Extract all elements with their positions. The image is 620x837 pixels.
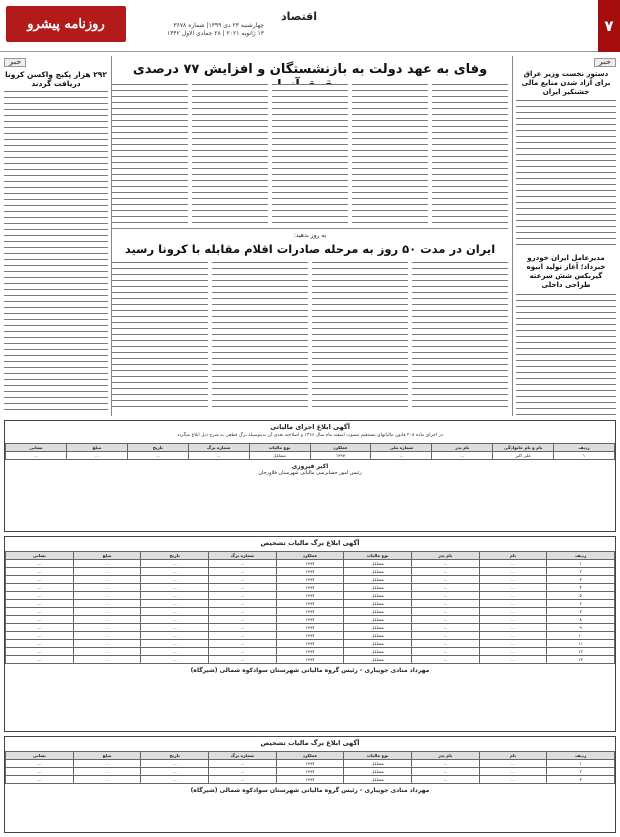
left-kicker: خبر [4,58,26,67]
table-cell: ... [479,584,547,592]
table-cell: ... [209,768,277,776]
table-cell: ... [412,616,480,624]
table-header-cell: تاریخ [141,752,209,760]
table-cell: ... [73,624,141,632]
tax-notice-1 [4,420,616,532]
table-cell: ۱۳۹۷ [276,640,344,648]
table-cell: ... [479,600,547,608]
table-row [6,768,615,776]
page-header [0,0,620,52]
table-row [6,576,615,584]
table-cell: ... [141,648,209,656]
notice-1-title: آگهی ابلاغ اجرای مالیاتی [270,423,350,431]
table-cell: ۳ [547,776,615,784]
table-cell: ... [73,648,141,656]
table-row [6,616,615,624]
second-body-col [412,262,508,412]
main-body-col [112,84,188,224]
left-column [4,58,108,413]
table-cell: ... [73,568,141,576]
table-cell: ... [412,640,480,648]
table-cell: ... [6,616,74,624]
table-cell: مشاغل [344,608,412,616]
table-cell: مشاغل [344,616,412,624]
table-row [6,584,615,592]
table-cell: ... [209,624,277,632]
table-cell: ... [6,776,74,784]
table-header-cell: نوع مالیات [344,752,412,760]
table-cell: ... [412,776,480,784]
table-cell: ... [6,640,74,648]
table-cell: ۱۲ [547,648,615,656]
table-cell: ... [209,616,277,624]
table-cell: ۱۱ [547,640,615,648]
table-cell: ۱۳۹۷ [276,560,344,568]
table-cell: ... [479,648,547,656]
second-body [112,262,508,412]
table-cell: ... [6,592,74,600]
notice-2-table [5,551,615,664]
column-rule [512,56,513,416]
table-row [6,776,615,784]
table-header-cell: ردیف [547,752,615,760]
table-cell: ... [66,451,127,459]
main-body-col [192,84,268,224]
table-cell: ... [141,640,209,648]
table-cell: ... [209,776,277,784]
table-cell: ... [412,608,480,616]
table-row [6,568,615,576]
notice-3-table [5,751,615,784]
table-cell: ... [209,576,277,584]
table-cell: ۱۳۹۷ [310,451,371,459]
table-header-cell: عملکرد [276,752,344,760]
table-cell: ۱۳۹۷ [276,624,344,632]
table-cell: ۲ [547,568,615,576]
right-headline: دستور نخست وزیر عراق برای آزاد شدن منابع مالی جشنکیر ایران [521,70,611,96]
right-body-1 [516,100,616,250]
table-cell: مشاغل [344,584,412,592]
table-header-cell: عملکرد [310,443,371,451]
table-row [6,592,615,600]
table-header-cell: شماره برگ [209,552,277,560]
table-header-cell: عملکرد [276,552,344,560]
table-cell: ۲ [547,768,615,776]
notice-1-subtitle: در اجرای ماده ۲۰۸ قانون مالیاتهای مستقیم مصوب اسفند ماه سال ۱۳۶۶ و اصلاحیه بعدی آن بدینوسیله برگ قطعی به شرح ذیل ابلاغ میگردد [177,433,443,438]
table-row [6,451,615,459]
table-cell: مشاغل [344,776,412,784]
table-cell: ... [73,592,141,600]
table-cell: ... [479,640,547,648]
second-body-col [212,262,308,412]
table-cell: ... [412,576,480,584]
table-cell: ۱۳۹۷ [276,648,344,656]
section-title: اقتصاد [280,10,318,23]
table-cell: ... [209,648,277,656]
table-header-cell: نام پدر [412,552,480,560]
table-cell: ... [412,560,480,568]
table-cell: ... [6,451,67,459]
table-header-cell: نشانی [6,752,74,760]
table-cell: ... [73,608,141,616]
table-cell: ... [141,632,209,640]
table-header-cell: ردیف [554,443,615,451]
table-row [6,560,615,568]
story-divider [112,228,508,229]
table-cell: مشاغل [344,656,412,664]
notice-2-title: آگهی ابلاغ برگ مالیات تشخیص [260,539,360,547]
table-cell: ۱۳۹۷ [276,576,344,584]
right-headline-2: مدیرعامل ایران خودرو خبرداد؛ آغاز تولید انبوه گیربکس شش سرعته طراحی داخلی [526,254,606,289]
table-cell: ... [479,576,547,584]
date-line-2: ۱۳ ژانویه ۲۰۲۱ | ۲۸ جمادی الاول ۱۴۴۲ [166,30,264,37]
table-cell: ... [479,776,547,784]
table-cell: ... [479,560,547,568]
table-cell: ... [412,760,480,768]
table-cell: ... [141,592,209,600]
table-cell: ... [6,608,74,616]
newspaper-logo: روزنامه پیشرو [6,6,126,42]
page-number: ۷ [598,0,620,52]
table-cell: ... [412,584,480,592]
table-cell: مشاغل [344,768,412,776]
table-cell: ۱۰ [547,632,615,640]
table-cell: ... [209,560,277,568]
table-cell: ... [6,600,74,608]
table-header-cell: نام [479,552,547,560]
table-cell: ... [188,451,249,459]
table-cell: ... [141,616,209,624]
table-cell: مشاغل [249,451,310,459]
table-row [6,632,615,640]
main-body [112,84,508,224]
right-kicker: خبر [594,58,616,67]
table-cell: مشاغل [344,632,412,640]
table-cell: ... [412,648,480,656]
table-cell: ۱۳۹۷ [276,656,344,664]
table-header-cell: شماره ملی [371,443,432,451]
table-cell: ۱۳۹۷ [276,600,344,608]
table-cell: ... [479,592,547,600]
table-row [6,656,615,664]
table-header-cell: تاریخ [127,443,188,451]
table-cell: ... [479,760,547,768]
table-header-cell: مبلغ [73,552,141,560]
main-headline: وفای به عهد دولت به بازنشستگان و افزایش ۷۷ درصدی [132,62,488,77]
second-body-col [112,262,208,412]
table-cell: ... [479,624,547,632]
table-cell: ... [141,560,209,568]
table-cell: ... [209,592,277,600]
table-cell: ... [6,760,74,768]
table-cell: ... [479,608,547,616]
table-cell: ... [412,632,480,640]
table-cell: ... [209,608,277,616]
table-cell: ... [6,768,74,776]
table-row [6,648,615,656]
table-cell: ۸ [547,616,615,624]
table-cell: ... [73,616,141,624]
table-cell: ... [6,568,74,576]
table-header-cell: نام و نام خانوادگی [493,443,554,451]
table-cell: ... [209,568,277,576]
table-row [6,624,615,632]
table-header-cell: نوع مالیات [344,552,412,560]
table-cell: ... [141,584,209,592]
tax-notice-2 [4,536,616,732]
main-body-col [272,84,348,224]
table-cell: ... [73,600,141,608]
main-body-col [352,84,428,224]
table-header-cell: نشانی [6,443,67,451]
table-cell: ... [479,656,547,664]
table-cell: مشاغل [344,648,412,656]
right-column [516,58,616,418]
table-cell: ۱۳۹۷ [276,584,344,592]
table-cell: ... [6,560,74,568]
table-cell: ... [412,656,480,664]
table-cell: ۹ [547,624,615,632]
table-cell: ... [141,768,209,776]
table-cell: مشاغل [344,600,412,608]
table-cell: ... [412,624,480,632]
table-cell: ... [412,592,480,600]
table-cell: ... [73,560,141,568]
table-cell: ... [412,768,480,776]
notice-2-signature: مهرداد منادی جویباری - رئیس گروه مالیاتی شهرستان سوادکوه شمالی (شیرگاه) [190,667,430,674]
table-cell: ۱ [547,560,615,568]
table-cell: ... [209,584,277,592]
table-cell: ۷ [547,608,615,616]
notice-1-signature: اکبر فیروزی [291,462,329,470]
table-cell: ... [209,632,277,640]
table-cell: ۱۳۹۷ [276,616,344,624]
left-headline: ۲۹۲ هزار پکیج واکسن کرونا دریافت گردند [5,70,107,88]
table-cell: ... [6,648,74,656]
table-header-cell: تاریخ [141,552,209,560]
table-cell: ۱۳۹۷ [276,592,344,600]
table-header-cell: نام پدر [432,443,493,451]
table-cell: ... [73,768,141,776]
table-cell: ... [412,568,480,576]
table-cell: مشاغل [344,560,412,568]
table-row [6,600,615,608]
table-row [6,608,615,616]
table-cell: ... [209,600,277,608]
table-cell: ... [6,656,74,664]
table-cell: ۴ [547,584,615,592]
table-cell: ... [73,776,141,784]
table-cell: ... [73,760,141,768]
second-headline: ایران در مدت ۵۰ روز به مرحله صادرات اقلام مقابله با کرونا رسید [124,242,496,256]
right-body-2 [516,294,616,418]
table-cell: ۵ [547,592,615,600]
table-cell: ... [141,776,209,784]
table-cell: مشاغل [344,576,412,584]
notice-1-signature-sub: رئیس امور حسابرسی مالیاتی شهرستان فلاورجان [258,469,362,476]
table-cell: ... [73,576,141,584]
notice-1-table [5,443,615,460]
table-cell: ... [141,600,209,608]
table-cell: ۱ [547,760,615,768]
table-cell: ۱۳ [547,656,615,664]
table-header-cell: نام پدر [412,752,480,760]
table-cell: ... [73,656,141,664]
tax-notice-3 [4,736,616,833]
table-header-cell: نوع مالیات [249,443,310,451]
table-cell: ... [479,632,547,640]
second-body-col [312,262,408,412]
table-cell: ۱۳۹۷ [276,632,344,640]
table-cell: ... [141,608,209,616]
table-cell: ... [412,600,480,608]
date-line-1: چهارشنبه ۲۳ دی ۱۳۹۹| شماره ۳۶۷۸ [173,22,264,29]
table-cell: ... [479,568,547,576]
table-cell: ... [141,656,209,664]
table-cell: ۱ [554,451,615,459]
table-header-cell: شماره برگ [188,443,249,451]
table-cell: ۱۳۹۷ [276,776,344,784]
table-cell: ... [209,760,277,768]
table-cell: ... [6,632,74,640]
table-cell: ... [141,576,209,584]
table-cell: ۱۳۹۷ [276,768,344,776]
table-cell: ... [479,768,547,776]
table-header-cell: مبلغ [73,752,141,760]
table-cell: ... [141,760,209,768]
table-cell: ۱۳۹۷ [276,568,344,576]
table-cell: ۱۳۹۷ [276,760,344,768]
table-cell: ... [73,632,141,640]
table-cell: ... [141,568,209,576]
date-line [134,22,264,38]
table-header-cell: نام [479,752,547,760]
table-cell: ... [209,640,277,648]
column-rule [111,56,112,416]
table-cell: ... [127,451,188,459]
table-cell: ۱۳۹۷ [276,608,344,616]
table-cell: ... [432,451,493,459]
table-cell: ۳ [547,576,615,584]
main-body-col [432,84,508,224]
table-cell: مشاغل [344,760,412,768]
table-cell: مشاغل [344,624,412,632]
table-header-cell: شماره برگ [209,752,277,760]
table-header-cell: مبلغ [66,443,127,451]
table-cell: مشاغل [344,592,412,600]
table-cell: ... [6,624,74,632]
table-cell: ... [73,640,141,648]
notice-3-signature: مهرداد منادی جویباری - رئیس گروه مالیاتی شهرستان سوادکوه شمالی (شیرگاه) [190,787,430,794]
table-row [6,640,615,648]
table-cell: علی اکبر [493,451,554,459]
table-cell: ۶ [547,600,615,608]
table-cell: ... [73,584,141,592]
table-cell: مشاغل [344,640,412,648]
second-kicker: به روز بدهید: [293,232,327,239]
table-header-cell: ردیف [547,552,615,560]
table-row [6,760,615,768]
table-cell: ... [371,451,432,459]
table-cell: ... [6,576,74,584]
table-header-cell: نشانی [6,552,74,560]
notice-3-title: آگهی ابلاغ برگ مالیات تشخیص [260,739,360,747]
table-cell: ... [479,616,547,624]
left-body [4,91,108,411]
table-cell: ... [6,584,74,592]
table-cell: مشاغل [344,568,412,576]
table-cell: ... [141,624,209,632]
table-cell: ... [209,656,277,664]
